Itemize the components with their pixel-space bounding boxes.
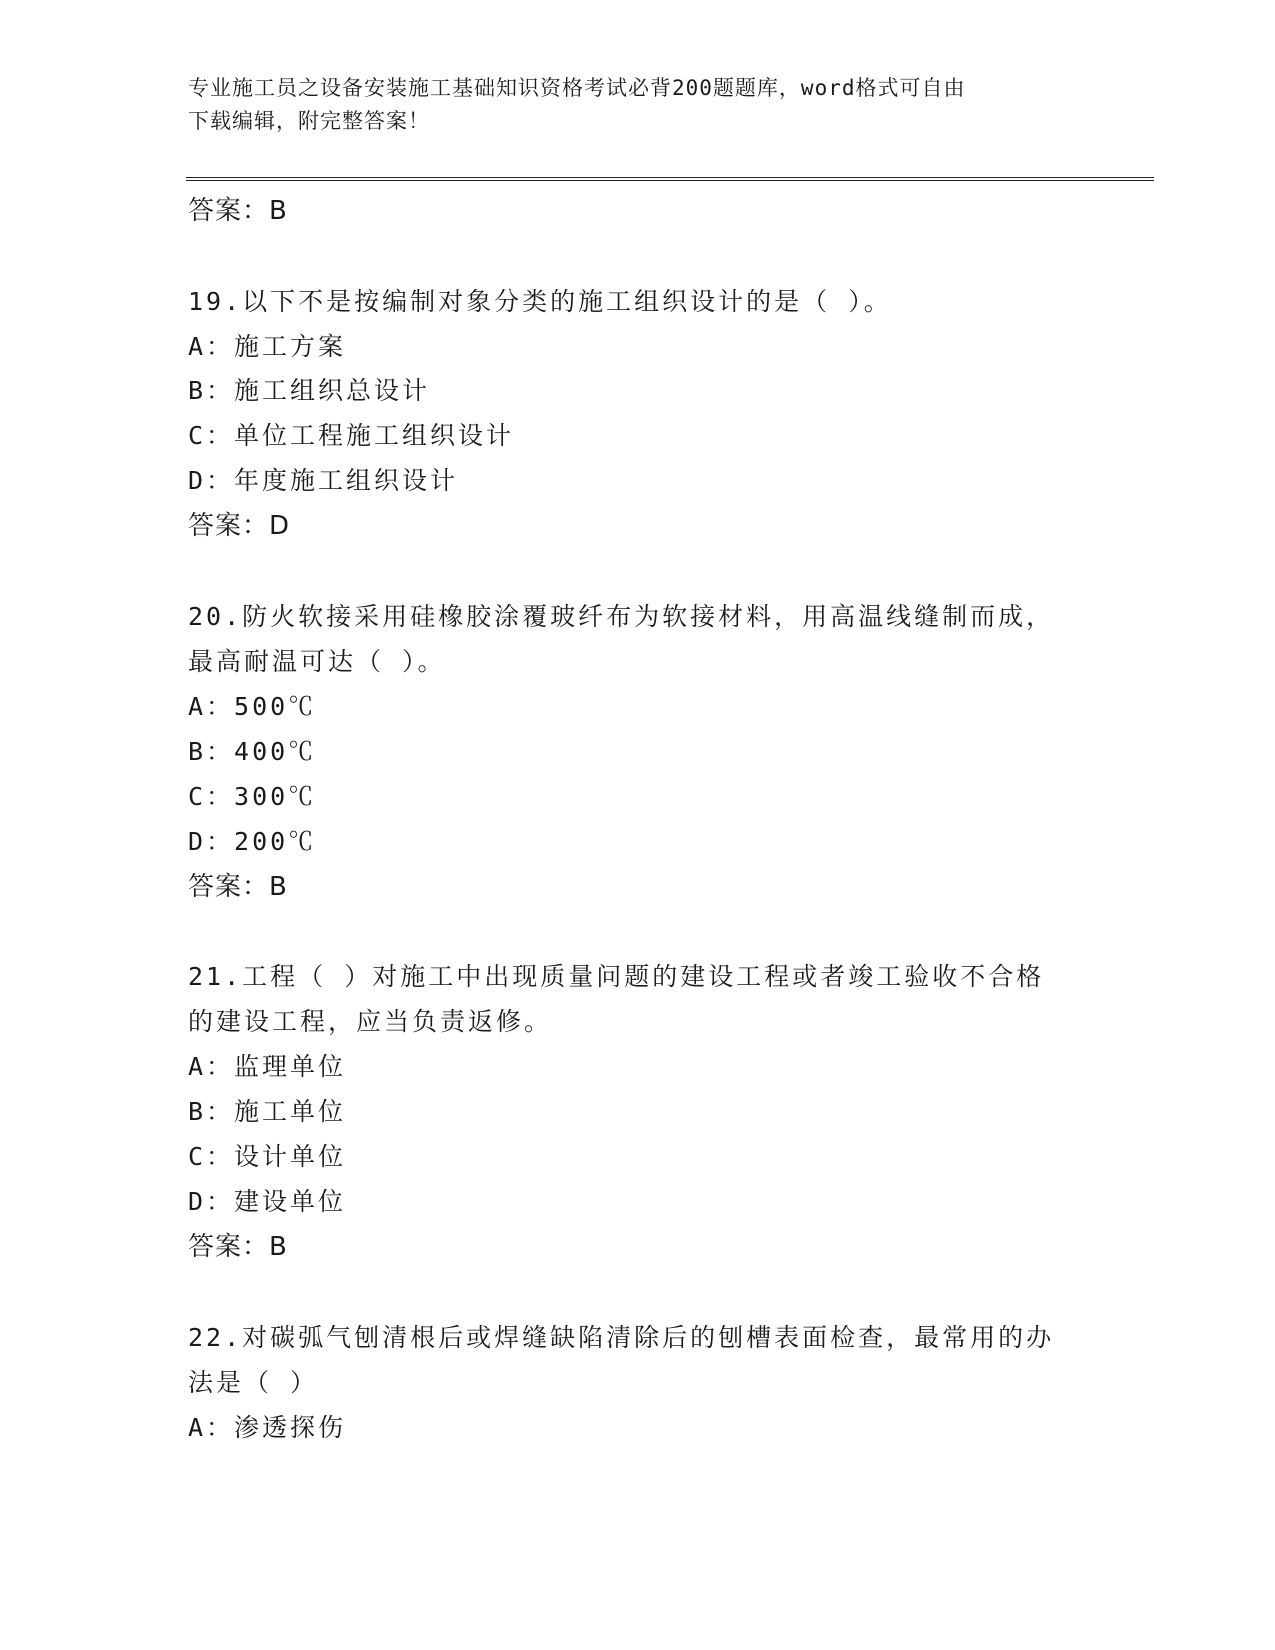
question-number: 19.: [188, 287, 243, 316]
question-21-option-b: B：施工单位: [188, 1097, 347, 1126]
question-19-option-c: C：单位工程施工组织设计: [188, 421, 515, 450]
question-21-option-d: D：建设单位: [188, 1187, 347, 1216]
answer-19: 答案：D: [188, 511, 291, 541]
question-number: 21.: [188, 962, 243, 991]
document-header: [188, 72, 1078, 138]
header-rule-bottom: [186, 180, 1154, 181]
header-line-2: 下载编辑，附完整答案！: [188, 109, 430, 133]
question-20-option-a: A：500℃: [188, 692, 317, 721]
header-rule-top: [186, 177, 1154, 178]
answer-21: 答案：B: [188, 1232, 288, 1262]
question-21-text-1: 21.工程（ ）对施工中出现质量问题的建设工程或者竣工验收不合格: [188, 962, 1045, 991]
answer-20: 答案：B: [188, 872, 288, 902]
question-20-text-2: 最高耐温可达（ ）。: [188, 647, 446, 676]
question-22-text-2: 法是（ ）: [188, 1368, 319, 1397]
question-20-option-d: D：200℃: [188, 827, 317, 856]
question-20-text-1: 20.防火软接采用硅橡胶涂覆玻纤布为软接材料，用高温线缝制而成，: [188, 602, 1055, 631]
question-19-option-b: B：施工组织总设计: [188, 376, 431, 405]
question-19-option-d: D：年度施工组织设计: [188, 466, 459, 495]
answer-18: 答案：B: [188, 196, 288, 226]
question-22-option-a: A：渗透探伤: [188, 1413, 347, 1442]
question-number: 20.: [188, 602, 243, 631]
question-20-option-b: B：400℃: [188, 737, 317, 766]
question-20-option-c: C：300℃: [188, 782, 317, 811]
header-line-1: 专业施工员之设备安装施工基础知识资格考试必背200题题库，word格式可自由: [188, 76, 966, 100]
question-21-text-2: 的建设工程，应当负责返修。: [188, 1007, 553, 1036]
question-21-option-c: C：设计单位: [188, 1142, 347, 1171]
question-19-text: 19.以下不是按编制对象分类的施工组织设计的是（ ）。: [188, 287, 892, 316]
question-number: 22.: [188, 1323, 243, 1352]
question-19-option-a: A：施工方案: [188, 332, 347, 361]
question-21-option-a: A：监理单位: [188, 1052, 347, 1081]
question-22-text-1: 22.对碳弧气刨清根后或焊缝缺陷清除后的刨槽表面检查，最常用的办: [188, 1323, 1055, 1352]
